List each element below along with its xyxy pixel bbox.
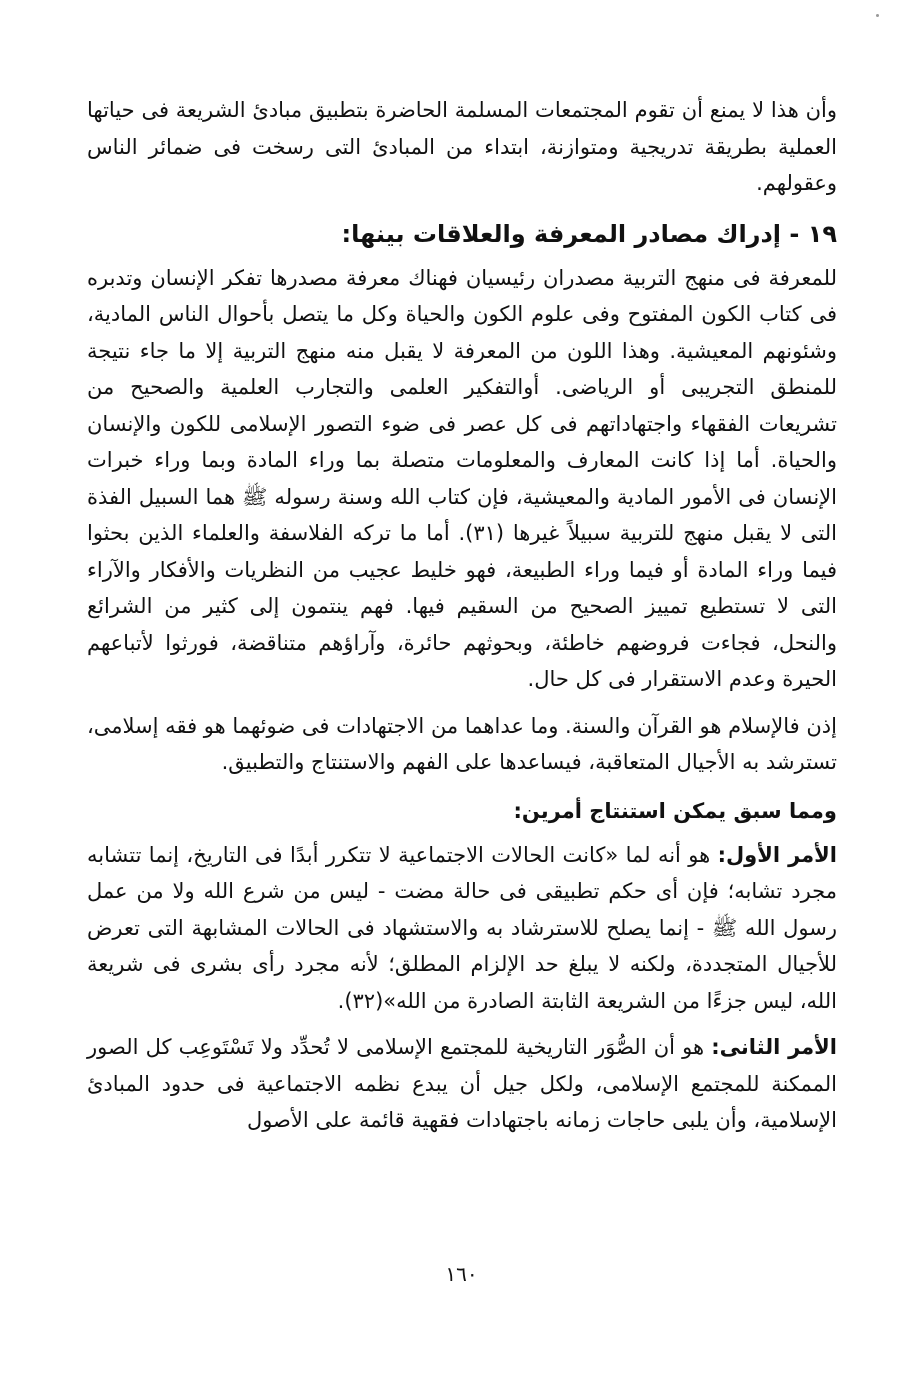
paragraph-intro: وأن هذا لا يمنع أن تقوم المجتمعات المسلمة الحاضرة بتطبيق مبادئ الشريعة فى حياتها العملية بطريقة تدريجية ومتوازنة، ابتداء من المبادئ التى رسخت فى ضمائر الناس وعقولهم. [87, 98, 837, 195]
second-matter-text: هو أن الصُّوَر التاريخية للمجتمع الإسلامى لا تُحدِّد ولا تَسْتَوعِب كل الصور الممكنة للمجتمع الإسلامى، ولكل جيل أن يبدع نظمه الاجتماعية فى حدود المبادئ الإسلامية، وأن يلبى حاجات زمانه باجتهادات فقهية قائمة على الأصول [87, 1035, 837, 1132]
paragraph-islam-definition: إذن فالإسلام هو القرآن والسنة. وما عداهما من الاجتهادات فى ضوئهما هو فقه إسلامى، تسترشد به الأجيال المتعاقبة، فيساعدها على الفهم والاستنتاج والتطبيق. [87, 713, 837, 774]
margin-dot [876, 14, 879, 17]
section-heading: ١٩ - إدراك مصادر المعرفة والعلاقات بينها: [341, 219, 837, 248]
first-matter-label: الأمر الأول: [717, 842, 837, 867]
sub-heading-two-matters: ومما سبق يمكن استنتاج أمرين: [513, 798, 837, 823]
paragraph-second-matter [87, 1029, 837, 1139]
second-matter-label: الأمر الثانى: [711, 1035, 837, 1059]
page-number: ١٦٠ [445, 1262, 478, 1286]
first-matter-text: هو أنه لما «كانت الحالات الاجتماعية لا تتكرر أبدًا فى التاريخ، إنما تتشابه مجرد تشابه؛ فإن أى حكم تطبيقى فى حالة مضت - ليس من شرع الله ولا من عمل رسول الله ﷺ - إنما يصلح للاسترشاد به والاستشهاد فى الحالات المشابهة التى تعرض للأجيال المتجددة، ولكنه لا يبلغ حد الإلزام المطلق؛ لأنه مجرد رأى بشرى فى شريعة الله، ليس جزءًا من الشريعة الثابتة الصادرة من الله»(٣٢). [87, 842, 837, 1013]
paragraph-knowledge-sources: للمعرفة فى منهج التربية مصدران رئيسيان فهناك معرفة مصدرها تفكر الإنسان وتدبره فى كتاب الكون المفتوح وفى علوم الكون والحياة وكل ما يتصل بأحوال الناس المادية، وشئونهم المعيشية. وهذا اللون من المعرفة لا يقبل منه منهج التربية إلا ما جاء نتيجة للمنطق التجريبى أو الرياضى. أوالتفكير العلمى والتجارب العلمية والصحيح من تشريعات الفقهاء واجتهاداتهم فى كل عصر فى ضوء التصور الإسلامى للكون والإنسان والحياة. أما إذا كانت المعارف والمعلومات متصلة بما وراء المادة وبما وراء خبرات الإنسان فى الأمور المادية والمعيشية، فإن كتاب الله وسنة رسوله ﷺ هما السبيل الفذة التى لا يقبل منهج للتربية سبيلاً غيرها (٣١). أما ما تركه الفلاسفة والعلماء الذين بحثوا فيما وراء المادة أو فيما وراء الطبيعة، فهو خليط عجيب من النظريات والأفكار والآراء التى لا تستطيع تمييز الصحيح من السقيم فيها. فهم ينتمون إلى كثير من الشرائع والنحل، فجاءت فروضهم خاطئة، وبحوثهم حائرة، وآراؤهم متناقضة، فورثوا لأتباعهم الحيرة وعدم الاستقرار فى كل حال. [87, 265, 837, 691]
book-page-text [87, 92, 837, 1139]
paragraph-first-matter [87, 837, 837, 1020]
